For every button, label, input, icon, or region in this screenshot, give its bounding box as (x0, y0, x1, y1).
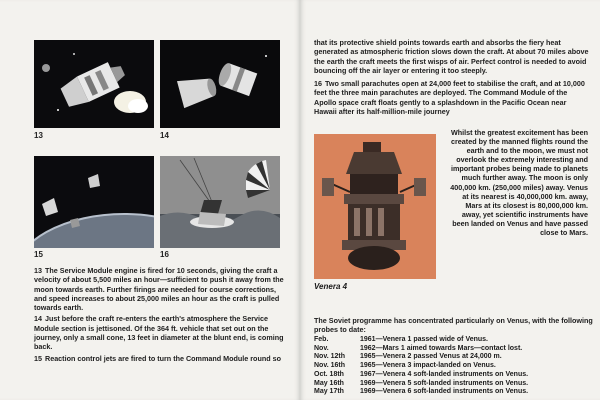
planet-probes-text: Whilst the greatest excitement has been created by the manned flights round the earth and to the moon, we must not overlook the extremely interesting and important probes being made to planets much further away. The moon is only 400,000 km. (250,000 miles) away. Venus at its nearest is 40,000,000 km. away, Mars at its closest is 80,000,000 km. away, yet scientific instruments have been landed on Venus and have passed close to Mars. (450, 128, 588, 238)
caption-16: 16 (160, 250, 169, 259)
continuation-text (314, 38, 590, 118)
list-item: Nov. 1962—Mars 1 aimed towards Mars—contact lost. (314, 344, 523, 352)
photo-14-module-jettison (160, 40, 280, 128)
list-item: May 17th 1969—Venera 6 soft-landed instruments on Venus. (314, 388, 529, 396)
right-page (300, 0, 600, 400)
caption-15: 15 (34, 250, 43, 259)
venera-4-photo (314, 134, 436, 279)
photo-15-reentry-earth (34, 156, 154, 248)
paragraph-13: 13 The Service Module engine is fired for 10 seconds, giving the craft a velocity of about 5,500 miles an hour—sufficient to push it away from the moon towards earth. Further firings are needed for course corrections, and speed increases to about 25,000 miles an hour as the craft is pulled towards earth. (34, 266, 284, 313)
paragraph-15-continued: that its protective shield points towards earth and absorbs the fiery heat generated as atmospheric friction slows down the craft. At about 70 miles above the earth the craft meets the first wisps of air. Perfect control is needed to avoid bouncing off the air layer or entering it too steeply. (314, 38, 589, 75)
list-item: Feb. 1961—Venera 1 passed wide of Venus. (314, 336, 489, 343)
paragraph-14: 14 Just before the craft re-enters the earth's atmosphere the Service Module section is jettisoned. Of the 364 ft. vehicle that set out on the journey, only a small cone, 13 feet in diameter at the blunt end, is coming back. (34, 314, 284, 352)
left-body-text (34, 266, 284, 365)
caption-13: 13 (34, 131, 43, 140)
photo-13-service-module-firing (34, 40, 154, 128)
list-item: Oct. 18th 1967—Venera 4 soft-landed instruments on Venus. (314, 370, 529, 378)
paragraph-16: 16 Two small parachutes open at 24,000 feet to stabilise the craft, and at 10,000 feet the three main parachutes are deployed. The Command Module of the Apollo space craft floats gently to a splashdown in the Pacific Ocean near Hawaii after its half-million-mile journey (314, 79, 585, 117)
caption-14: 14 (160, 131, 169, 140)
list-item: May 16th 1969—Venera 5 soft-landed instruments on Venus. (314, 379, 529, 387)
list-item: Nov. 12th 1965—Venera 2 passed Venus at 24,000 m. (314, 353, 502, 361)
probe-list (314, 336, 594, 397)
photo-16-splashdown (160, 156, 280, 248)
paragraph-15: 15 Reaction control jets are fired to turn the Command Module round so (34, 353, 282, 363)
list-item: Nov. 16th 1965—Venera 3 impact-landed on Venus. (314, 362, 496, 370)
soviet-intro: The Soviet programme has concentrated particularly on Venus, with the following probes to date: (314, 316, 593, 335)
venera-4-caption: Venera 4 (314, 282, 348, 291)
